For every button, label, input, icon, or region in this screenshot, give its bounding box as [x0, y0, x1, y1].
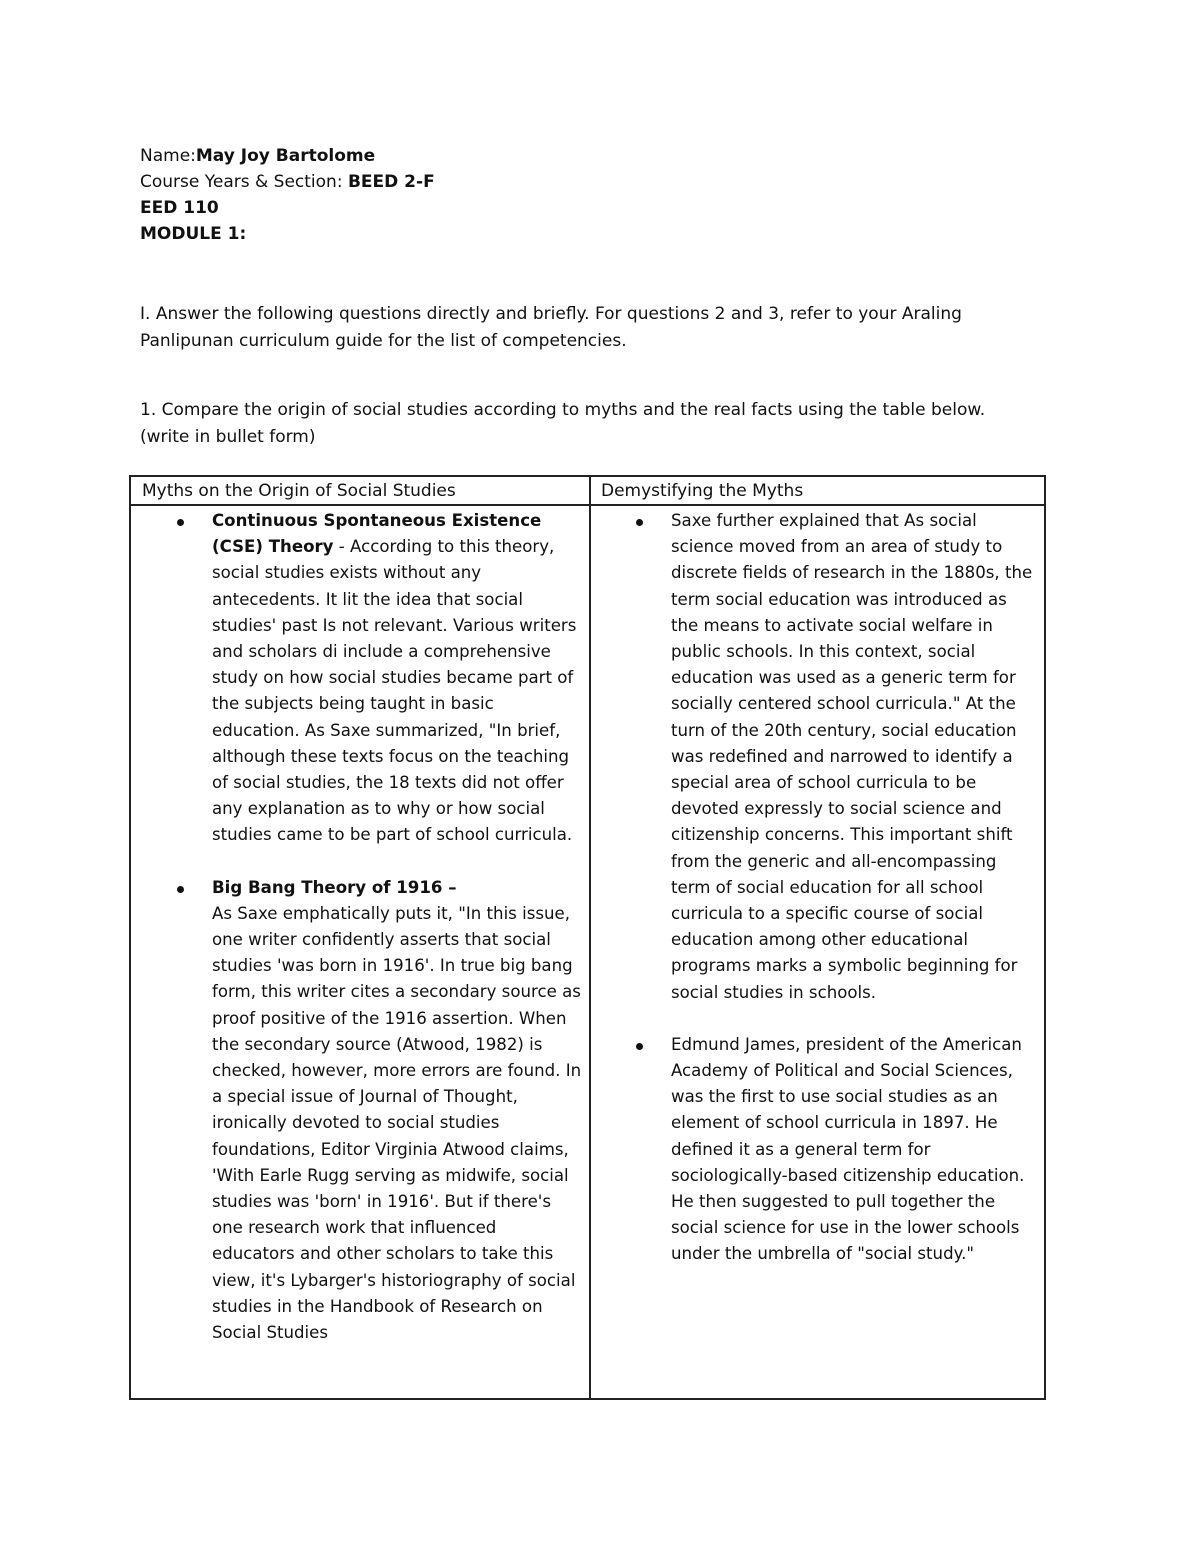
bullet-icon [636, 519, 643, 526]
subject-code: EED 110 [140, 198, 219, 218]
bullet-icon [177, 886, 184, 893]
bullet-icon [177, 519, 184, 526]
instructions: I. Answer the following questions directly and briefly. For questions 2 and 3, refer to your Araling Panlipunan curriculum guide for the list of competencies. [140, 304, 962, 351]
item-text: Edmund James, president of the American Academy of Political and Social Sciences, was the first to use social studies as an element of school curricula in 1897. He defined it as a general term for sociologically-based citizenship education. He then suggested to pull together the social science for use in the lower schools under the umbrella of "social study." [671, 1034, 1025, 1264]
item-text: Saxe further explained that As social science moved from an area of study to discrete fields of research in the 1880s, the term social education was introduced as the means to activate social welfare in public schools. In this context, social education was used as a generic term for socially centered school curricula." At the turn of the 20th century, social education was redefined and narrowed to identify a special area of school curricula to be devoted expressly to social science and citizenship concerns. This important shift from the generic and all-encompassing term of social education for all school curricula to a specific course of social education among other educational programs marks a symbolic beginning for social studies in schools. [671, 511, 1033, 1002]
student-name: May Joy Bartolome [195, 146, 376, 166]
student-info [140, 143, 435, 247]
header-divider [131, 504, 1044, 506]
name-label: Name: [140, 146, 196, 166]
module-title: MODULE 1: [140, 224, 247, 244]
item-text: As Saxe emphatically puts it, "In this issue, one writer confidently asserts that social studies 'was born in 1916'. In true big bang form, this writer cites a secondary source as proof positive of the 1916 assertion. When the secondary source (Atwood, 1982) is checked, however, more errors are found. In a special issue of Journal of Thought, ironically devoted to social studies foundations, Editor Virginia Atwood claims, 'With Earle Rugg serving as midwife, social studies was 'born' in 1916'. But if there's one research work that influenced educators and other scholars to take this view, it's Lybarger's historiography of social studies in the Handbook of Research on Social Studies [212, 903, 582, 1343]
list-item [671, 1032, 1039, 1268]
name-line [140, 143, 435, 169]
item-text: - According to this theory, social studies exists without any antecedents. It lit the idea that social studies' past Is not relevant. Various writers and scholars di include a comprehensive study on how social studies became part of the subjects being taught in basic education. As Saxe summarized, "In brief, although these texts focus on the teaching of social studies, the 18 texts did not offer any explanation as to why or how social studies came to be part of school curricula. [212, 537, 577, 845]
course-section: BEED 2-F [347, 172, 435, 192]
question-1: 1. Compare the origin of social studies according to myths and the real facts using the table below. (write in bullet form) [140, 400, 986, 447]
item-title: Big Bang Theory of 1916 – [212, 877, 457, 897]
list-item [212, 508, 582, 849]
myths-cell [212, 508, 582, 1346]
column-divider [589, 477, 591, 1398]
list-item [671, 508, 1039, 1006]
comparison-table [129, 475, 1046, 1400]
course-label: Course Years & Section: [140, 172, 348, 192]
header-myths: Myths on the Origin of Social Studies [142, 481, 456, 501]
list-item [212, 875, 582, 1347]
course-line [140, 169, 435, 195]
facts-cell [671, 508, 1039, 1268]
header-demystifying: Demystifying the Myths [601, 481, 804, 501]
item-title: Continuous Spontaneous Existence (CSE) Theory [212, 511, 542, 557]
bullet-icon [636, 1043, 643, 1050]
